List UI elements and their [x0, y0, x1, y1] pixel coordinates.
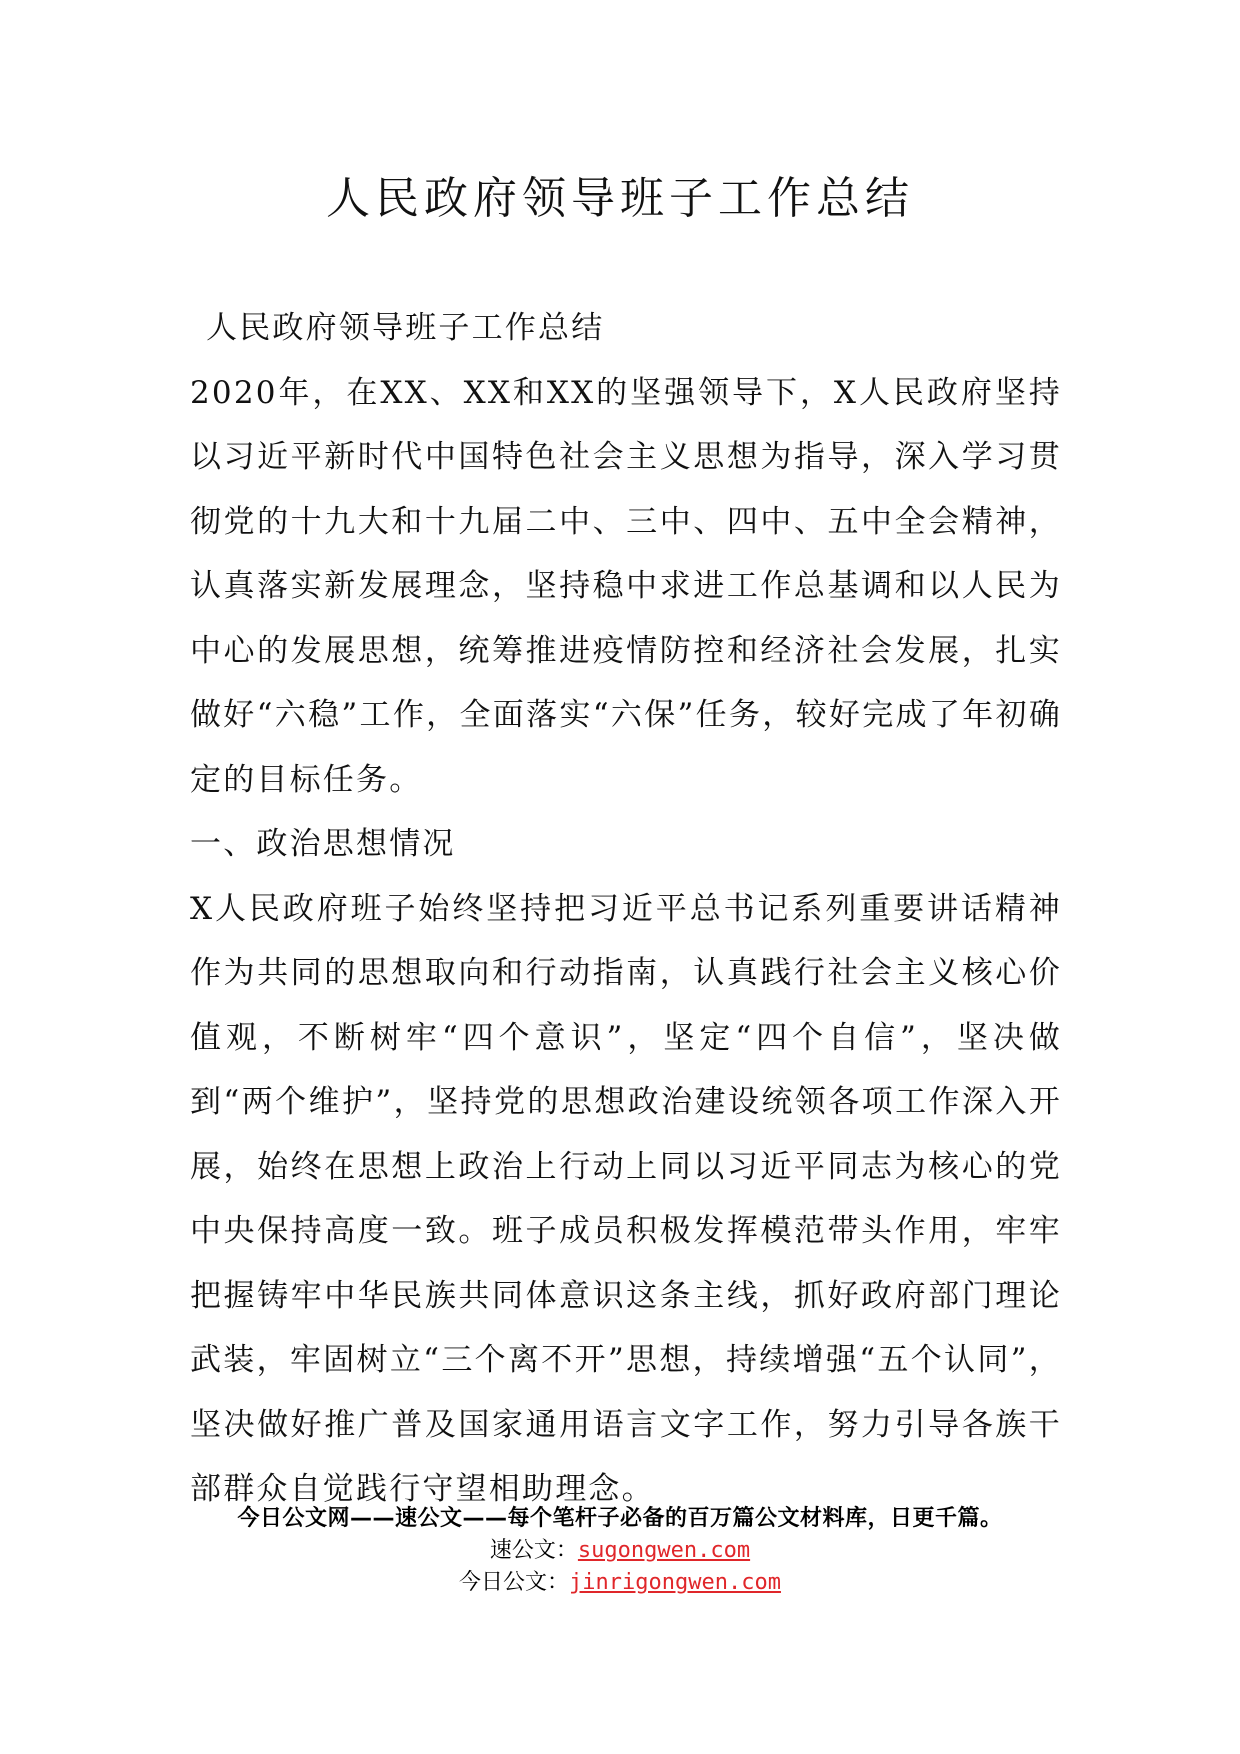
- footer-site2: [0, 1567, 1240, 1599]
- footer-site1-label: 速公文：: [489, 1538, 578, 1563]
- paragraph-subtitle: 人民政府领导班子工作总结: [206, 310, 605, 346]
- paragraph-political: X人民政府班子始终坚持把习近平总书记系列重要讲话精神作为共同的思想取向和行动指南，认真践行社会主义核心价值观，不断树牢“四个意识”，坚定“四个自信”，坚决做到“两个维护”，坚持党的思想政治建设统领各项工作深入开展，始终在思想上政治上行动上同以习近平同志为核心的党中央保持高度一致。班子成员积极发挥模范带头作用，牢牢把握铸牢中华民族共同体意识这条主线，抓好政府部门理论武装，牢固树立“三个离不开”思想，持续增强“五个认同”，坚决做好推广普及国家通用语言文字工作，努力引导各族干部群众自觉践行守望相助理念。: [190, 890, 1062, 1507]
- footer-site2-label: 今日公文：: [459, 1570, 570, 1595]
- footer-site1-link[interactable]: sugongwen.com: [577, 1538, 751, 1563]
- document-body: [190, 296, 1062, 1522]
- footer-tagline: 今日公文网——速公文——每个笔杆子必备的百万篇公文材料库，日更千篇。: [237, 1506, 1003, 1531]
- footer: [0, 1503, 1240, 1599]
- paragraph-intro: 2020年，在XX、XX和XX的坚强领导下，X人民政府坚持以习近平新时代中国特色社会主义思想为指导，深入学习贯彻党的十九大和十九届二中、三中、四中、五中全会精神，认真落实新发展理念，坚持稳中求进工作总基调和以人民为中心的发展思想，统筹推进疫情防控和经济社会发展，扎实做好“六稳”工作，全面落实“六保”任务，较好完成了年初确定的目标任务。: [190, 374, 1062, 798]
- footer-site1: [0, 1535, 1240, 1567]
- document-title: 人民政府领导班子工作总结: [326, 173, 914, 224]
- footer-site2-link[interactable]: jinrigongwen.com: [569, 1570, 781, 1595]
- section-heading: 一、政治思想情况: [190, 826, 456, 862]
